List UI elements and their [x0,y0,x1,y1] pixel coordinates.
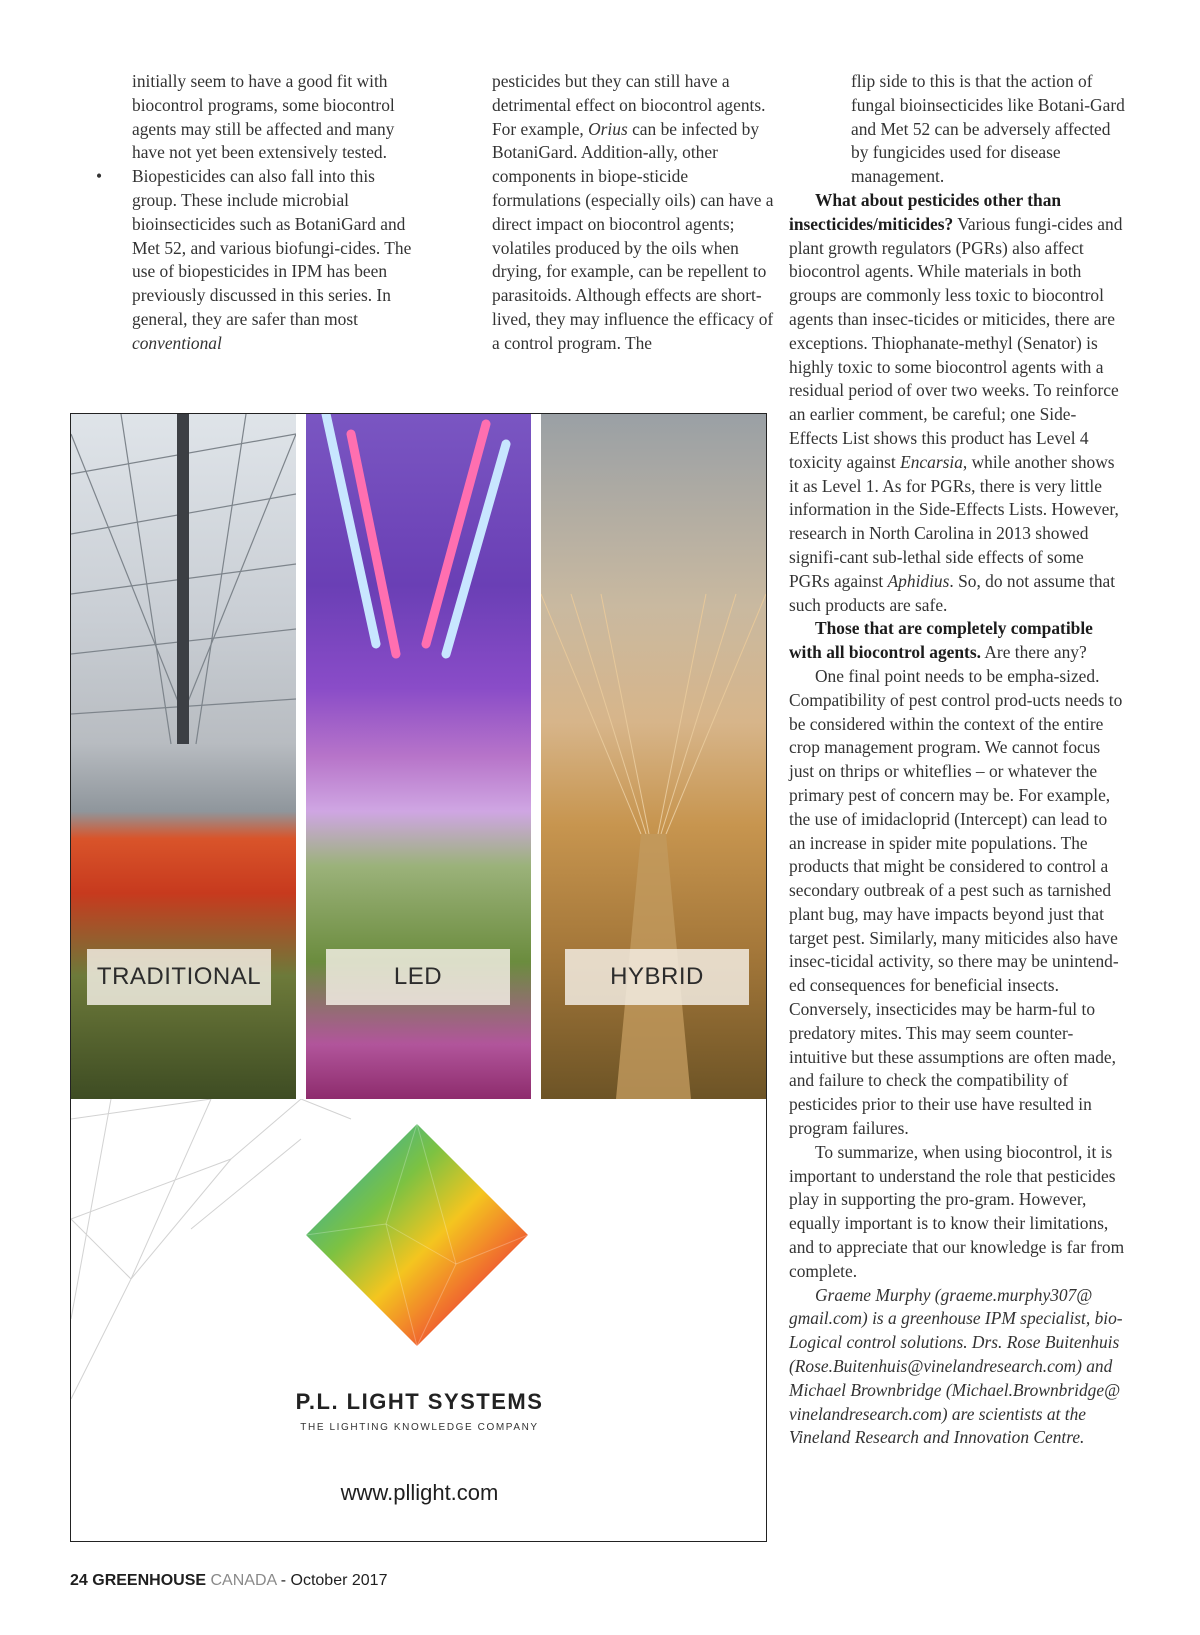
emphasis: Orius [588,118,628,139]
text: pesticides but they can still have a detrimental effect on biocontrol agents. For example, [492,71,766,139]
label-traditional: TRADITIONAL [87,949,271,1005]
article-column-1 [96,70,422,356]
brand-name: P.L. LIGHT SYSTEMS [295,1389,544,1414]
page-number: 24 [70,1572,88,1589]
label-led: LED [326,949,510,1005]
greenhouse-roof-graphic [71,414,296,794]
bullet-text: Biopesticides can also fall into this group. These include microbial bioinsecticides such as BotaniGard and Met 52, and various biofungi-cides. The use of biopesticides in IPM has been previously discussed in this series. In general, they are safer than most [132,166,412,329]
advertisement [70,413,767,1542]
emphasis: Encarsia [900,451,963,472]
page-footer [70,1572,387,1590]
paragraph [789,189,1125,617]
subheading: What about pesticides other than insecticides/miticides? [789,189,1062,234]
author-byline: Graeme Murphy (graeme.murphy307@ gmail.com) is a greenhouse IPM specialist, bio-Logical control solutions. Drs. Rose Buitenhuis (Rose.Buitenhuis@vinelandresearch.com) and Michael Brownbridge (Michael.Brownbridge@ vinelandresearch.com) are scientists at the Vineland Research and Innovation Centre. [789,1284,1123,1448]
magazine-name-suffix: CANADA [210,1572,277,1589]
emphasis: Aphidius [887,570,950,591]
paragraph: initially seem to have a good fit with biocontrol programs, some biocontrol agents may still be affected and many have not yet been extensively tested. [132,71,395,163]
article-column-2 [492,70,774,356]
photo-traditional-greenhouse [71,414,296,1099]
text: Are there any? [980,642,1087,663]
emphasis: conventional [132,332,222,353]
paragraph [789,617,1125,665]
bullet-marker: • [96,166,103,187]
text: . So, do not assume that such products are safe. [789,570,1116,615]
magazine-name: GREENHOUSE [92,1572,207,1589]
text: , while another shows it as Level 1. As for PGRs, there is very little information in the Side-Effects Lists. However, research in North Carolina in 2013 showed signifi-cant sub-lethal side effects of some PGRs against [789,451,1119,591]
paragraph [492,70,774,356]
issue-date: - October 2017 [276,1572,388,1589]
brand-tagline: THE LIGHTING KNOWLEDGE COMPANY [300,1422,539,1433]
photo-led-greenhouse [306,414,531,1099]
brand-website-link[interactable]: www.pllight.com [340,1480,499,1505]
pl-light-logo-icon [306,1124,528,1346]
label-hybrid: HYBRID [565,949,749,1005]
photo-hybrid-greenhouse [541,414,766,1099]
paragraph: flip side to this is that the action of fungal bioinsecticides like Botani-Gard and Met 52 can be adversely affected by fungicides used for disease management. [851,71,1125,187]
paragraph: One final point needs to be empha-sized. Compatibility of pest control prod-ucts needs to be considered within the context of the entire crop management program. We cannot focus just on thrips or whiteflies – or whatever the primary pest of concern may be. For example, the use of imidacloprid (Intercept) can lead to an increase in spider mite populations. The products that might be considered to control a secondary outbreak of a pest such as tarnished plant bug, may have impacts beyond just that target pest. Similarly, many miticides also have insec-ticidal activity, so there may be unintend-ed consequences for beneficial insects. Conversely, insecticides may be harm-ful to predatory mites. This may seem counter-intuitive but these assumptions are often made, and failure to check the compatibility of pesticides prior to their use have resulted in program failures. [789,665,1123,1139]
bullet-item [96,165,422,355]
led-tubes-graphic [306,414,531,674]
subheading: Those that are completely compatible with all biocontrol agents. [789,618,1093,663]
text: can be infected by BotaniGard. Addition-ally, other components in biope-sticide formulations (especially oils) can have a direct impact on biocontrol agents; volatiles produced by the oils when drying, for example, can be repellent to parasitoids. Although effects are short-lived, they may influence the efficacy of a control program. The [492,118,774,353]
paragraph: To summarize, when using biocontrol, it is important to understand the role that pesticides play in supporting the pro-gram. However, equally important is to know their limitations, and to appreciate that our knowledge is far from complete. [789,1141,1125,1281]
text: Various fungi-cides and plant growth regulators (PGRs) also affect biocontrol agents. While materials in both groups are commonly less toxic to biocontrol agents than insec-ticides or miticides, there are exceptions. Thiophanate-methyl (Senator) is highly toxic to some biocontrol agents with a residual period of over two weeks. To reinforce an earlier comment, be careful; one Side-Effects List shows this product has Level 4 toxicity against [789,213,1123,472]
article-column-3 [789,70,1125,1450]
